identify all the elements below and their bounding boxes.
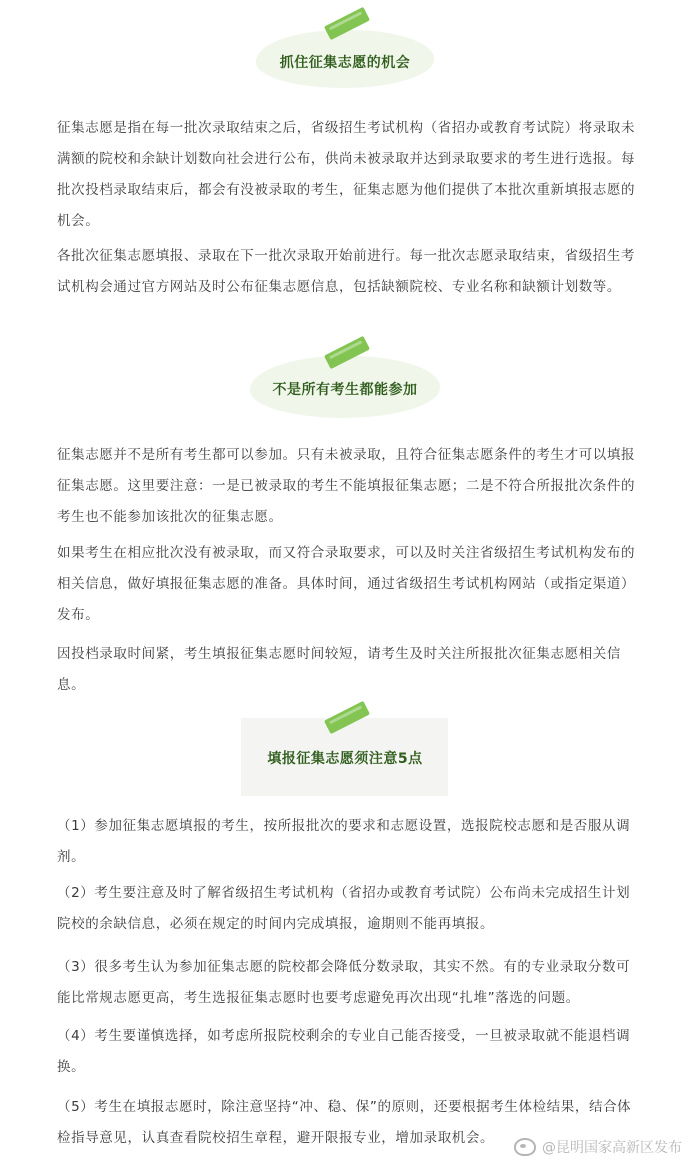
weibo-icon bbox=[514, 1138, 536, 1156]
paragraph: 征集志愿是指在每一批次录取结束之后，省级招生考试机构（省招办或教育考试院）将录取未满额的院校和余缺计划数向社会进行公布，供尚未被录取并达到录取要求的考生进行选报。每批次投档录取结束后，都会有没被录取的考生，征集志愿为他们提供了本批次重新填报志愿的机会。 bbox=[57, 120, 636, 229]
paragraph: 征集志愿并不是所有考生都可以参加。只有未被录取，且符合征集志愿条件的考生才可以填报征集志愿。这里要注意：一是已被录取的考生不能填报征集志愿；二是不符合所报批次条件的考生也不能参加该批次的征集志愿。 bbox=[57, 447, 636, 525]
list-item: （4）考生要谨慎选择，如考虑所报院校剩余的专业自己能否接受，一旦被录取就不能退档调换。 bbox=[57, 1028, 631, 1075]
paragraph: 如果考生在相应批次没有被录取，而又符合录取要求，可以及时关注省级招生考试机构发布的相关信息，做好填报征集志愿的准备。具体时间，通过省级招生考试机构网站（或指定渠道）发布。 bbox=[57, 545, 636, 623]
watermark bbox=[514, 1137, 682, 1157]
list-item: （5）考生在填报志愿时，除注意坚持“冲、稳、保”的原则，还要根据考生体检结果，结合体检指导意见，认真查看院校招生章程，避开限报专业，增加录取机会。 bbox=[57, 1099, 632, 1146]
paragraph: 各批次征集志愿填报、录取在下一批次录取开始前进行。每一批次志愿录取结束，省级招生考试机构会通过官方网站及时公布征集志愿信息，包括缺额院校、专业名称和缺额计划数等。 bbox=[57, 248, 636, 295]
section-heading: 抓住征集志愿的机会 bbox=[279, 55, 411, 71]
list-item: （2）考生要注意及时了解省级招生考试机构（省招办或教育考试院）公布尚未完成招生计划院校的余缺信息，必须在规定的时间内完成填报，逾期则不能再填报。 bbox=[57, 885, 631, 932]
list-item: （3）很多考生认为参加征集志愿的院校都会降低分数录取，其实不然。有的专业录取分数可能比常规志愿更高，考生选报征集志愿时也要考虑避免再次出现“扎堆”落选的问题。 bbox=[57, 959, 631, 1006]
watermark-text: @昆明国家高新区发布 bbox=[542, 1140, 682, 1156]
section-heading: 不是所有考生都能参加 bbox=[272, 382, 418, 398]
list-item: （1）参加征集志愿填报的考生，按所报批次的要求和志愿设置，选报院校志愿和是否服从调剂。 bbox=[57, 818, 631, 865]
paragraph: 因投档录取时间紧，考生填报征集志愿时间较短，请考生及时关注所报批次征集志愿相关信息。 bbox=[57, 646, 621, 693]
section-heading: 填报征集志愿须注意5点 bbox=[267, 751, 423, 767]
